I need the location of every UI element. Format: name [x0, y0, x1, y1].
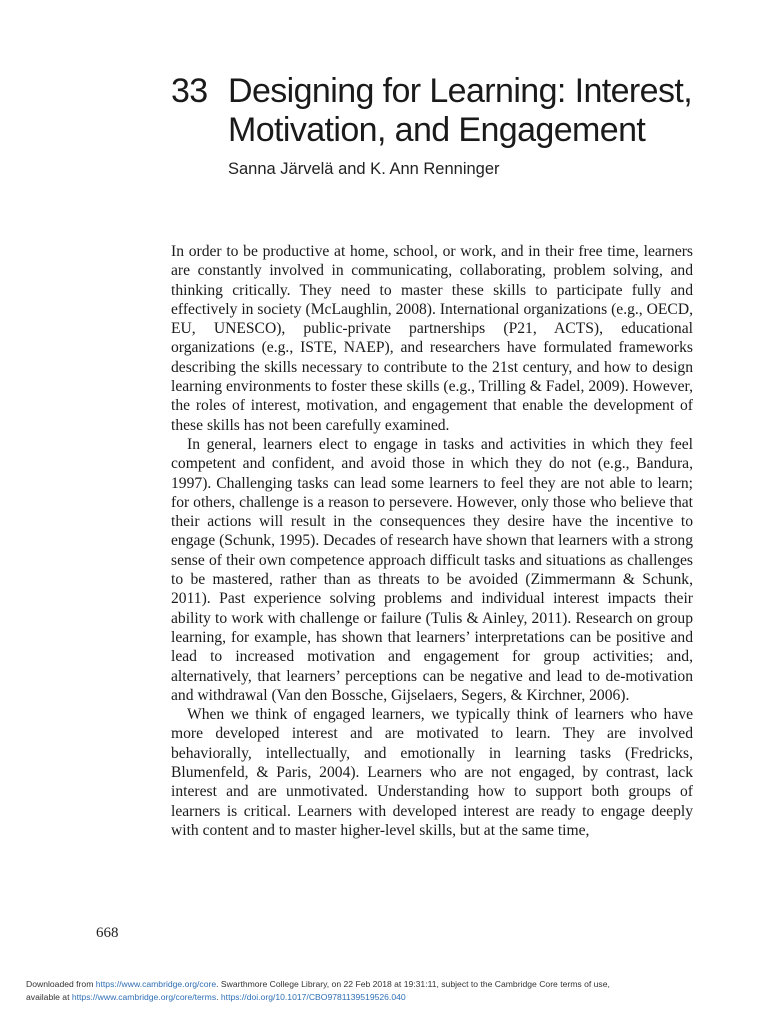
chapter-number: 33: [171, 72, 208, 110]
paragraph-2: In general, learners elect to engage in tasks and activities in which they feel competent and confident, and avoid those in which they do not (e.g., Bandura, 1997). Challenging tasks can lead some learners to feel they are not able to learn; for others, challenge is a reason to persevere. However, only those who believe that their actions will result in the consequences they desire have the incentive to engage (Schunk, 1995). Decades of research have shown that learners with a strong sense of their own competence approach difficult tasks and situations as challenges to be mastered, rather than as threats to be avoided (Zimmermann & Schunk, 2011). Past experience solving problems and individual interest impacts their ability to work with challenge or failure (Tulis & Ainley, 2011). Research on group learning, for example, has shown that learners’ interpretations can be positive and lead to increased motivation and engagement for group activities; and, alternatively, that learners’ perceptions can be negative and lead to de-motivation and withdrawal (Van den Bossche, Gijselaers, Segers, & Kirchner, 2006).: [171, 435, 693, 704]
chapter-title-line-2: Motivation, and Engagement: [228, 111, 646, 149]
doi-link[interactable]: https://doi.org/10.1017/CBO9781139519526.040: [220, 991, 406, 1002]
download-footer: [26, 978, 746, 1003]
footer-downloaded-from: Downloaded from: [26, 979, 96, 989]
core-link[interactable]: https://www.cambridge.org/core: [95, 979, 217, 989]
paragraph-1: In order to be productive at home, school, or work, and in their free time, learners are constantly involved in communicating, collaborating, problem solving, and thinking critically. They need to master these skills to participate fully and effectively in society (McLaughlin, 2008). International organizations (e.g., OECD, EU, UNESCO), public-private partnerships (P21, ACTS), educational organizations (e.g., ISTE, NAEP), and researchers have formulated frameworks describing the skills necessary to contribute to the 21st century, and how to design learning environments to foster these skills (e.g., Trilling & Fadel, 2009). However, the roles of interest, motivation, and engagement that enable the development of these skills has not been carefully examined.: [171, 243, 693, 434]
terms-link[interactable]: https://www.cambridge.org/core/terms: [71, 991, 217, 1002]
footer-separator: .: [216, 991, 221, 1002]
page-number: 668: [96, 925, 119, 941]
footer-available-at: available at: [26, 991, 72, 1002]
body-text: [171, 242, 693, 840]
footer-access-info: . Swarthmore College Library, on 22 Feb 2018 at 19:31:11, subject to the Cambridge Core terms of use,: [216, 979, 610, 989]
chapter-title: [228, 72, 728, 150]
chapter-authors: Sanna Järvelä and K. Ann Renninger: [228, 160, 500, 178]
chapter-title-line-1: Designing for Learning: Interest,: [228, 72, 693, 110]
paragraph-3: When we think of engaged learners, we typically think of learners who have more developed interest and are motivated to learn. They are involved behaviorally, intellectually, and emotionally in learning tasks (Fredricks, Blumenfeld, & Paris, 2004). Learners who are not engaged, by contrast, lack interest and are unmotivated. Understanding how to support both groups of learners is critical. Learners with developed interest are ready to engage deeply with content and to master higher-level skills, but at the same time,: [171, 706, 693, 839]
